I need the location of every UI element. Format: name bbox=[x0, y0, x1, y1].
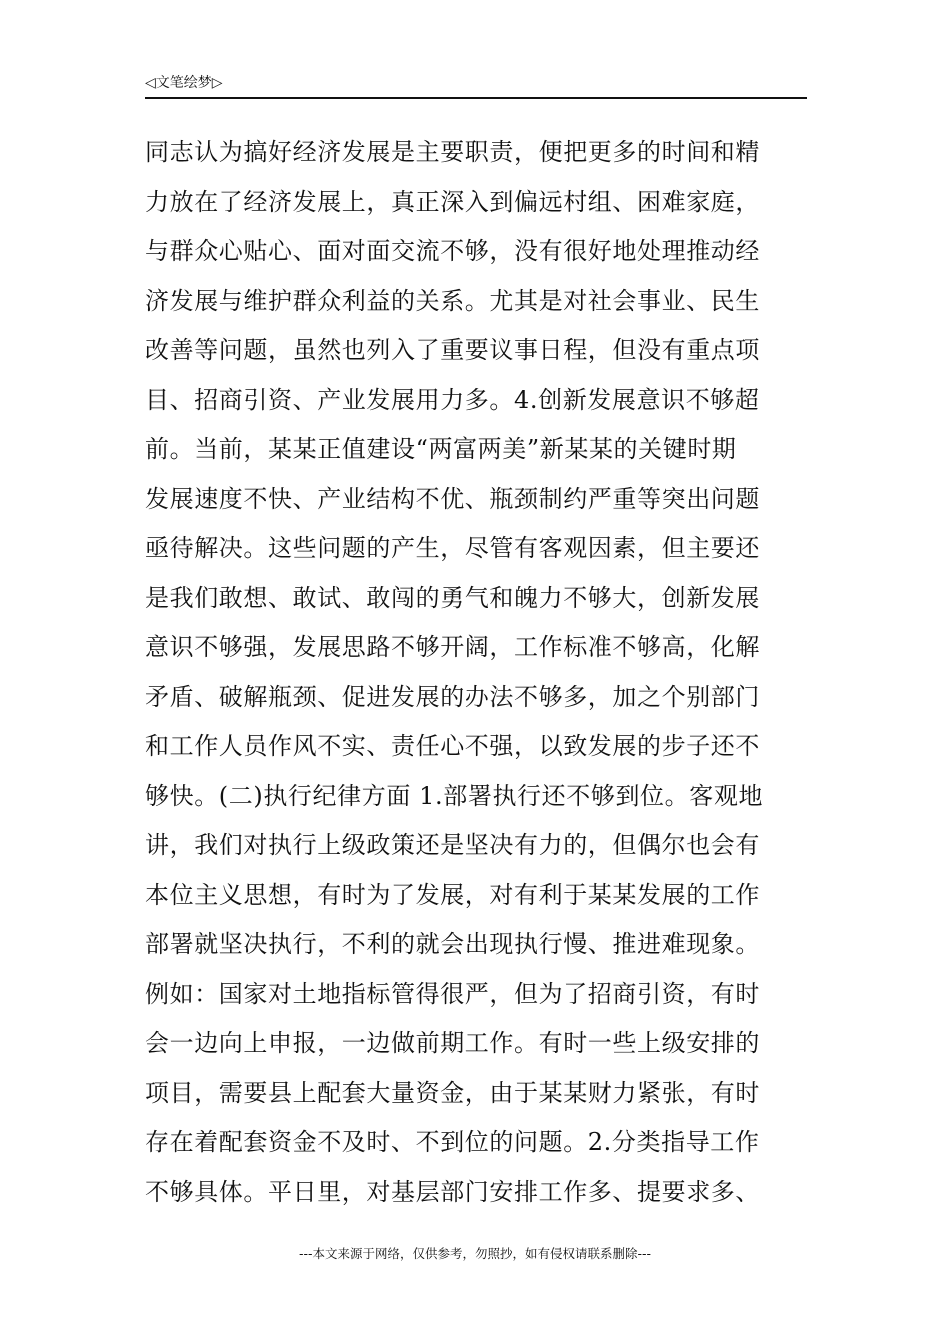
document-body bbox=[145, 128, 810, 1217]
text-line: 是我们敢想、敢试、敢闯的勇气和魄力不够大，创新发展 bbox=[145, 583, 760, 612]
header-divider bbox=[145, 97, 807, 99]
text-line: 力放在了经济发展上，真正深入到偏远村组、困难家庭， bbox=[145, 187, 760, 216]
text-line: 存在着配套资金不及时、不到位的问题。2.分类指导工作 bbox=[145, 1128, 760, 1156]
text-line: 与群众心贴心、面对面交流不够，没有很好地处理推动经 bbox=[145, 237, 760, 265]
page-footer: ---本文来源于网络，仅供参考，勿照抄，如有侵权请联系删除--- bbox=[298, 1246, 652, 1261]
text-line: 部署就坚决执行，不利的就会出现执行慢、推进难现象。 bbox=[145, 930, 760, 958]
text-line: 亟待解决。这些问题的产生，尽管有客观因素，但主要还 bbox=[145, 534, 760, 562]
text-line: 会一边向上申报，一边做前期工作。有时一些上级安排的 bbox=[145, 1029, 760, 1057]
text-line: 讲，我们对执行上级政策还是坚决有力的，但偶尔也会有 bbox=[145, 831, 760, 859]
text-line: 同志认为搞好经济发展是主要职责，便把更多的时间和精 bbox=[145, 138, 760, 166]
page-header bbox=[145, 72, 807, 96]
text-line: 前。当前，某某正值建设“两富两美”新某某的关键时期 bbox=[145, 435, 737, 463]
text-line: 济发展与维护群众利益的关系。尤其是对社会事业、民生 bbox=[145, 286, 760, 315]
text-line: 目、招商引资、产业发展用力多。4.创新发展意识不够超 bbox=[145, 385, 760, 414]
text-line: 本位主义思想，有时为了发展，对有利于某某发展的工作 bbox=[145, 880, 760, 909]
text-line: 项目，需要县上配套大量资金，由于某某财力紧张，有时 bbox=[145, 1078, 760, 1107]
text-line: 发展速度不快、产业结构不优、瓶颈制约严重等突出问题 bbox=[145, 484, 760, 513]
text-line: 矛盾、破解瓶颈、促进发展的办法不够多，加之个别部门 bbox=[145, 682, 760, 711]
text-line: 意识不够强，发展思路不够开阔，工作标准不够高，化解 bbox=[145, 633, 760, 661]
text-line: 不够具体。平日里，对基层部门安排工作多、提要求多、 bbox=[145, 1177, 760, 1206]
text-line: 和工作人员作风不实、责任心不强，以致发展的步子还不 bbox=[145, 732, 760, 760]
text-line: 例如：国家对土地指标管得很严，但为了招商引资，有时 bbox=[145, 979, 760, 1008]
text-line: 够快。(二)执行纪律方面 1.部署执行还不够到位。客观地 bbox=[145, 781, 764, 810]
header-title: ◁文笔绘梦▷ bbox=[145, 75, 223, 91]
text-line: 改善等问题，虽然也列入了重要议事日程，但没有重点项 bbox=[145, 336, 760, 364]
